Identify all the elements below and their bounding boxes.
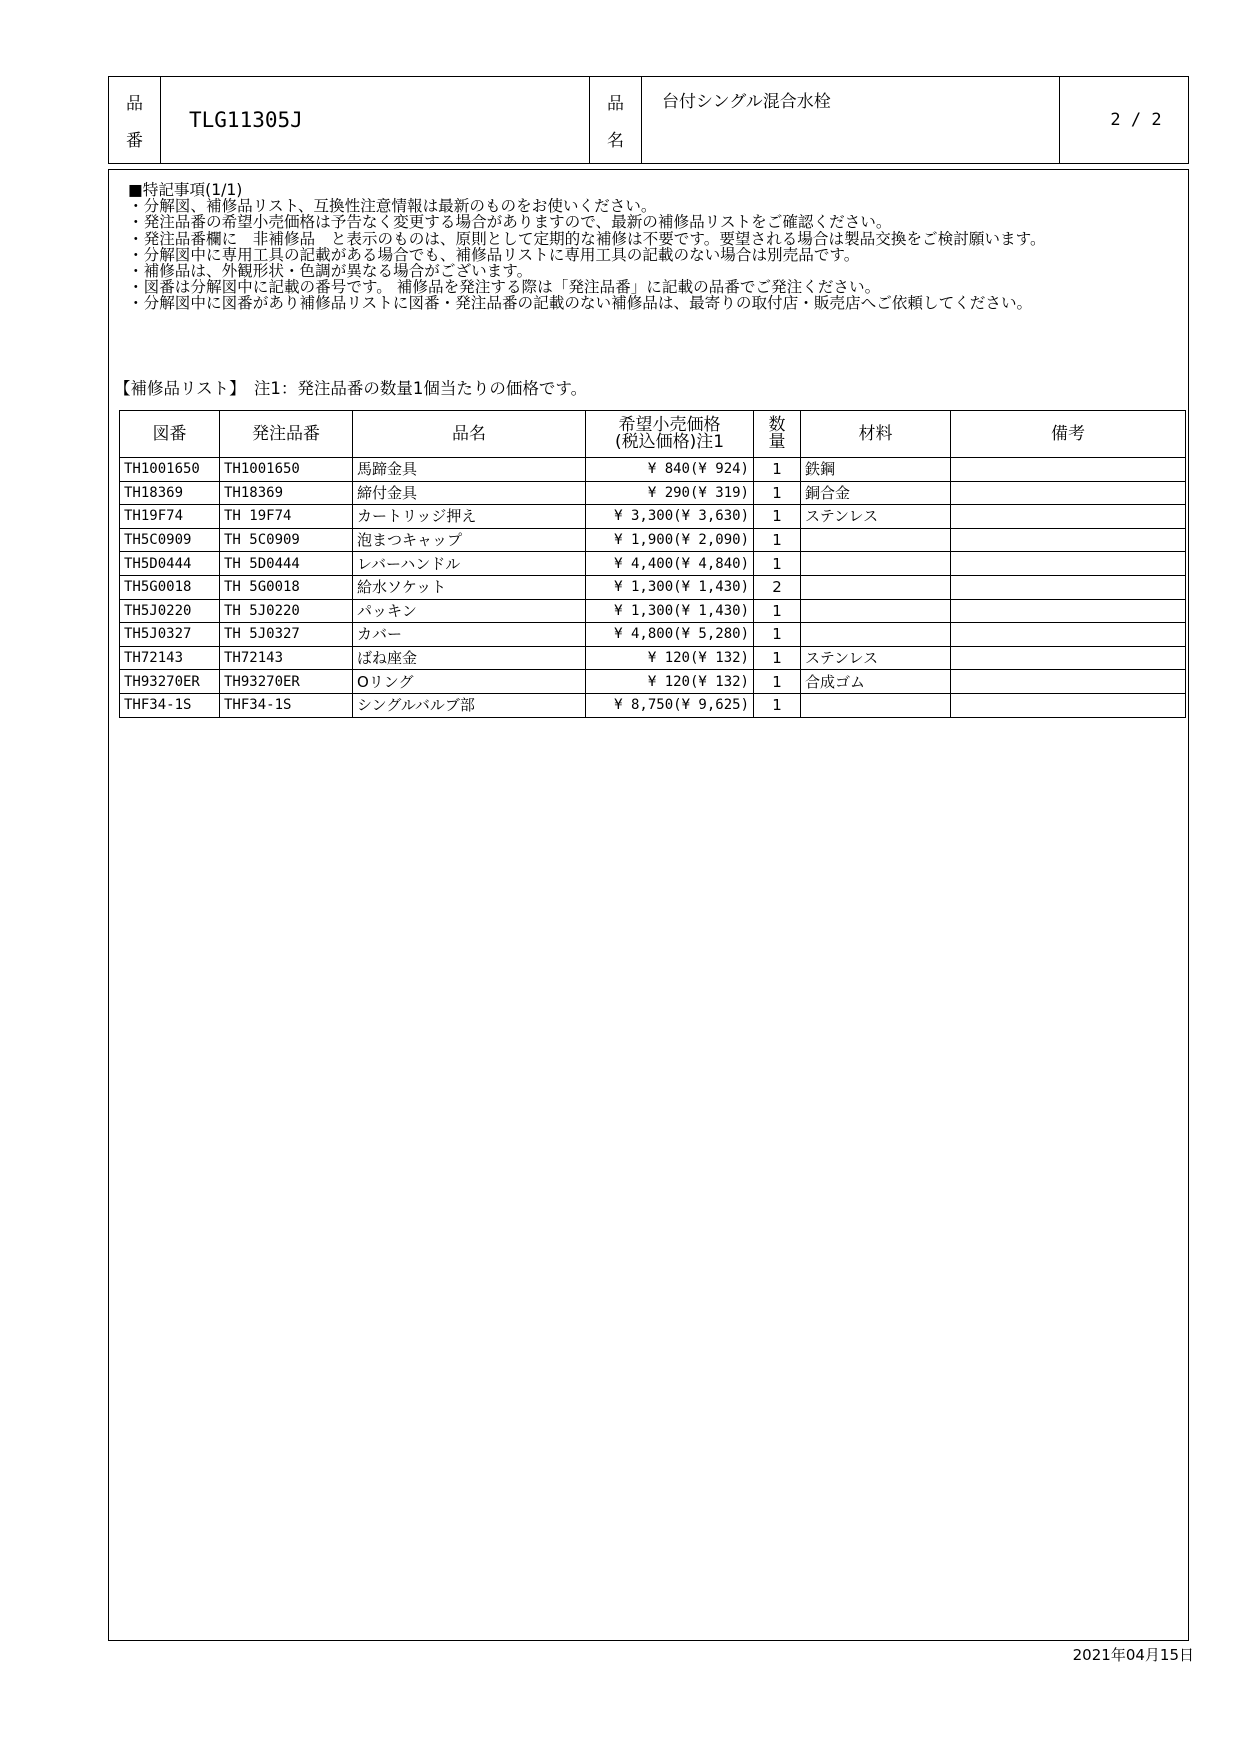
page-number: 2 / 2 [1110,110,1162,130]
product-name-label [590,77,642,163]
cell-figure-no: TH93270ER [120,670,220,694]
cell-name: 泡まつキャップ [353,528,586,552]
table-header-row [120,411,1186,458]
col-header-name: 品名 [353,411,586,458]
part-number: TLG11305J [161,77,590,163]
cell-qty: 1 [754,481,801,505]
product-name-label-top: 品 [607,94,624,114]
cell-name: カートリッジ押え [353,505,586,529]
cell-material [801,552,951,576]
cell-figure-no: TH5J0327 [120,623,220,647]
cell-price: ¥ 3,300(¥ 3,630) [586,505,754,529]
table-row [120,693,1186,717]
cell-order-no: TH 5G0018 [220,575,353,599]
cell-material [801,575,951,599]
table-row [120,623,1186,647]
cell-name: ばね座金 [353,646,586,670]
cell-qty: 1 [754,599,801,623]
cell-price: ¥ 120(¥ 132) [586,646,754,670]
cell-price: ¥ 4,800(¥ 5,280) [586,623,754,647]
cell-name: 馬蹄金具 [353,458,586,482]
cell-remarks [951,481,1186,505]
table-row [120,646,1186,670]
parts-table [119,410,1186,718]
cell-remarks [951,693,1186,717]
table-row [120,552,1186,576]
table-row [120,528,1186,552]
cell-remarks [951,552,1186,576]
cell-figure-no: TH72143 [120,646,220,670]
cell-material: 合成ゴム [801,670,951,694]
note-line: ・分解図中に専用工具の記載がある場合でも、補修品リストに専用工具の記載のない場合は別売品です。 [128,245,860,264]
cell-figure-no: TH5G0018 [120,575,220,599]
cell-remarks [951,599,1186,623]
cell-material [801,528,951,552]
cell-remarks [951,505,1186,529]
cell-qty: 1 [754,505,801,529]
cell-remarks [951,528,1186,552]
col-header-remarks: 備考 [951,411,1186,458]
cell-qty: 2 [754,575,801,599]
cell-figure-no: TH19F74 [120,505,220,529]
qty-header-line1: 数 [768,415,786,435]
cell-qty: 1 [754,670,801,694]
cell-price: ¥ 1,900(¥ 2,090) [586,528,754,552]
table-row [120,481,1186,505]
note-line: ・発注品番の希望小売価格は予告なく変更する場合がありますので、最新の補修品リストをご確認ください。 [128,213,892,232]
product-name-label-bottom: 名 [607,131,624,151]
special-notes [114,182,1182,312]
cell-price: ¥ 8,750(¥ 9,625) [586,693,754,717]
product-name: 台付シングル混合水栓 [642,77,1060,163]
note-line: ・分解図中に図番があり補修品リストに図番・発注品番の記載のない補修品は、最寄りの取付店・販売店へご依頼してください。 [128,294,1033,313]
cell-material [801,599,951,623]
part-number-label-bottom: 番 [126,131,143,151]
cell-qty: 1 [754,623,801,647]
cell-order-no: TH1001650 [220,458,353,482]
table-row [120,458,1186,482]
notes-title: ■特記事項(1/1) [128,181,243,199]
note-line: ・図番は分解図中に記載の番号です。 補修品を発注する際は「発注品番」に記載の品番でご発注ください。 [128,278,881,297]
cell-material: ステンレス [801,505,951,529]
cell-order-no: TH 5J0220 [220,599,353,623]
cell-qty: 1 [754,528,801,552]
cell-name: シングルバルブ部 [353,693,586,717]
part-number-label [109,77,161,163]
cell-price: ¥ 840(¥ 924) [586,458,754,482]
note-line: ・発注品番欄に 非補修品 と表示のものは、原則として定期的な補修は不要です。要望される場合は製品交換をご検討願います。 [128,229,1046,248]
cell-name: Oリング [353,670,586,694]
issue-date: 2021年04月15日 [1072,1646,1194,1664]
cell-remarks [951,458,1186,482]
cell-figure-no: TH1001650 [120,458,220,482]
col-header-order-no: 発注品番 [220,411,353,458]
cell-remarks [951,670,1186,694]
cell-figure-no: TH5C0909 [120,528,220,552]
cell-figure-no: THF34-1S [120,693,220,717]
price-header-line2: (税込価格)注1 [614,432,725,452]
cell-name: 給水ソケット [353,575,586,599]
cell-remarks [951,623,1186,647]
cell-name: レバーハンドル [353,552,586,576]
cell-price: ¥ 120(¥ 132) [586,670,754,694]
cell-material [801,623,951,647]
cell-order-no: TH 5J0327 [220,623,353,647]
cell-remarks [951,575,1186,599]
cell-name: パッキン [353,599,586,623]
col-header-price [586,411,754,458]
cell-material: 鉄鋼 [801,458,951,482]
col-header-figure-no: 図番 [120,411,220,458]
part-number-label-top: 品 [126,94,143,114]
title-block [108,76,1189,164]
col-header-qty [754,411,801,458]
cell-name: カバー [353,623,586,647]
note-line: ・補修品は、外観形状・色調が異なる場合がございます。 [128,262,533,281]
cell-order-no: TH 5D0444 [220,552,353,576]
cell-qty: 1 [754,693,801,717]
content-frame [108,169,1189,1641]
cell-price: ¥ 290(¥ 319) [586,481,754,505]
price-header-line1: 希望小売価格 [618,415,721,435]
cell-order-no: TH 19F74 [220,505,353,529]
cell-order-no: TH93270ER [220,670,353,694]
cell-qty: 1 [754,552,801,576]
cell-price: ¥ 1,300(¥ 1,430) [586,575,754,599]
cell-material: 銅合金 [801,481,951,505]
cell-order-no: TH18369 [220,481,353,505]
qty-header-line2: 量 [768,432,786,452]
cell-order-no: THF34-1S [220,693,353,717]
table-row [120,599,1186,623]
cell-qty: 1 [754,458,801,482]
note-line: ・分解図、補修品リスト、互換性注意情報は最新のものをお使いください。 [128,197,657,216]
table-row [120,670,1186,694]
table-row [120,505,1186,529]
table-row [120,575,1186,599]
cell-figure-no: TH5J0220 [120,599,220,623]
cell-name: 締付金具 [353,481,586,505]
cell-remarks [951,646,1186,670]
cell-qty: 1 [754,646,801,670]
parts-list-title: 【補修品リスト】 注1：発注品番の数量1個当たりの価格です。 [114,379,588,398]
cell-price: ¥ 4,400(¥ 4,840) [586,552,754,576]
cell-figure-no: TH5D0444 [120,552,220,576]
cell-material: ステンレス [801,646,951,670]
cell-price: ¥ 1,300(¥ 1,430) [586,599,754,623]
cell-figure-no: TH18369 [120,481,220,505]
col-header-material: 材料 [801,411,951,458]
cell-material [801,693,951,717]
cell-order-no: TH 5C0909 [220,528,353,552]
cell-order-no: TH72143 [220,646,353,670]
